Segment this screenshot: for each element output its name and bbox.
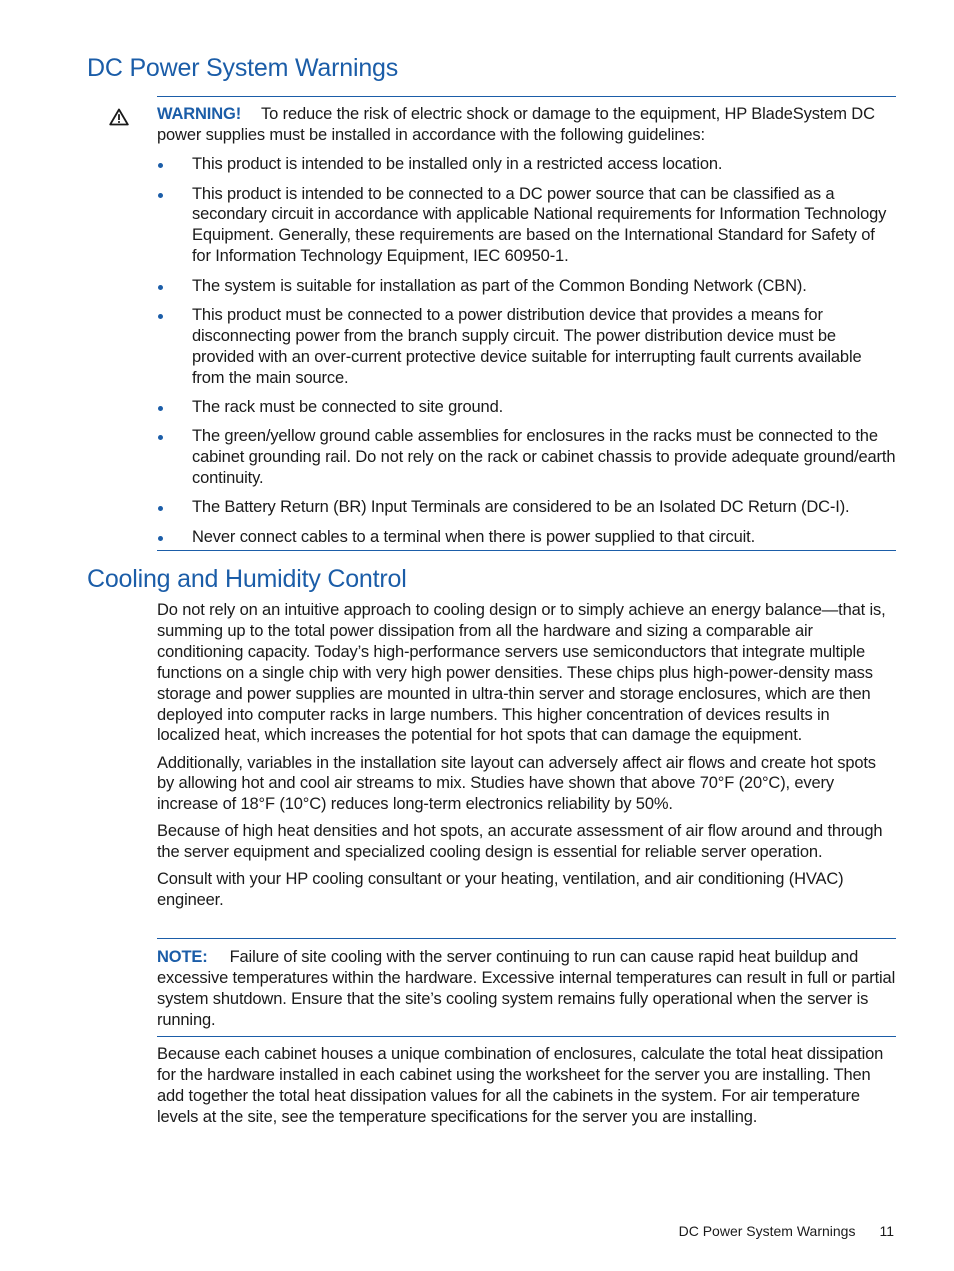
warning-intro-text: To reduce the risk of electric shock or damage to the equipment, HP BladeSystem DC power supplies must be installed in accordance with the following guidelines:	[157, 105, 875, 144]
warning-triangle-icon	[109, 108, 129, 126]
paragraph: Additionally, variables in the installation site layout can adversely affect air flows and create hot spots by allowing hot and cool air streams to mix. Studies have shown that above 70°F (20°C), every increase of 18°F (10°C) reduces long-term electronics reliability by 50%.	[157, 753, 876, 814]
paragraph: Consult with your HP cooling consultant or your heating, ventilation, and air conditioning (HVAC) engineer.	[157, 870, 844, 910]
warning-label: WARNING!	[157, 105, 242, 123]
list-item: The rack must be connected to site ground.	[157, 397, 896, 418]
list-item: The system is suitable for installation as part of the Common Bonding Network (CBN).	[157, 276, 896, 297]
warning-top-rule	[157, 96, 896, 97]
final-paragraph-block	[157, 1044, 896, 1134]
cooling-body	[157, 600, 896, 917]
section-heading-cooling: Cooling and Humidity Control	[87, 565, 407, 593]
note-paragraph	[157, 947, 896, 1031]
note-top-rule	[157, 938, 896, 939]
list-item: Never connect cables to a terminal when there is power supplied to that circuit.	[157, 527, 896, 548]
warning-block	[157, 104, 896, 556]
note-block	[157, 947, 896, 1037]
list-item: This product is intended to be connected to a DC power source that can be classified as a secondary circuit in accordance with applicable National requirements for Information Technology Equipment. Generally, these requirements are based on the International Standard for Safety of for Information Technology Equipment, IEC 60950-1.	[157, 184, 896, 268]
paragraph: Because of high heat densities and hot spots, an accurate assessment of air flow around and through the server equipment and specialized cooling design is essential for reliable server operation.	[157, 822, 883, 862]
paragraph: Do not rely on an intuitive approach to cooling design or to simply achieve an energy balance—that is, summing up to the total power dissipation from all the hardware and sizing a comparable air conditioning capacity. Today’s high-performance servers use semiconductors that integrate multiple functions on a single chip with very high power densities. These chips plus high-power-density mass storage and power supplies are mounted in ultra-thin server and storage enclosures, which are then deployed into computer racks in large numbers. This higher concentration of devices results in localized heat, which increases the potential for hot spots that can damage the equipment.	[157, 601, 886, 745]
warning-guidelines-list	[157, 154, 896, 547]
section-heading-dc-power: DC Power System Warnings	[87, 54, 399, 82]
page-number: 11	[879, 1223, 894, 1239]
list-item: The green/yellow ground cable assemblies for enclosures in the racks must be connected to the cabinet grounding rail. Do not rely on the rack or cabinet chassis to provide adequate ground/earth continuity.	[157, 426, 896, 489]
note-label: NOTE:	[157, 948, 208, 966]
warning-intro	[157, 104, 896, 146]
note-text: Failure of site cooling with the server continuing to run can cause rapid heat buildup and excessive temperatures within the hardware. Excessive internal temperatures can result in full or partial system shutdown. Ensure that the site’s cooling system remains fully operational when the server is running.	[157, 948, 896, 1029]
page-footer	[679, 1223, 894, 1239]
paragraph: Because each cabinet houses a unique combination of enclosures, calculate the total heat dissipation for the hardware installed in each cabinet using the worksheet for the server you are installing. Then add together the total heat dissipation values for all the cabinets in the system. For air temperature levels at the site, see the temperature specifications for the server you are installing.	[157, 1045, 884, 1126]
list-item: This product must be connected to a power distribution device that provides a means for disconnecting power from the branch supply circuit. The power distribution device must be provided with an over-current protective device suitable for interrupting fault currents available from the main source.	[157, 305, 896, 389]
list-item: This product is intended to be installed only in a restricted access location.	[157, 154, 896, 175]
warning-bottom-rule	[157, 550, 896, 551]
footer-section-title: DC Power System Warnings	[678, 1223, 856, 1239]
note-bottom-rule	[157, 1036, 896, 1037]
list-item: The Battery Return (BR) Input Terminals are considered to be an Isolated DC Return (DC-I).	[157, 497, 896, 518]
